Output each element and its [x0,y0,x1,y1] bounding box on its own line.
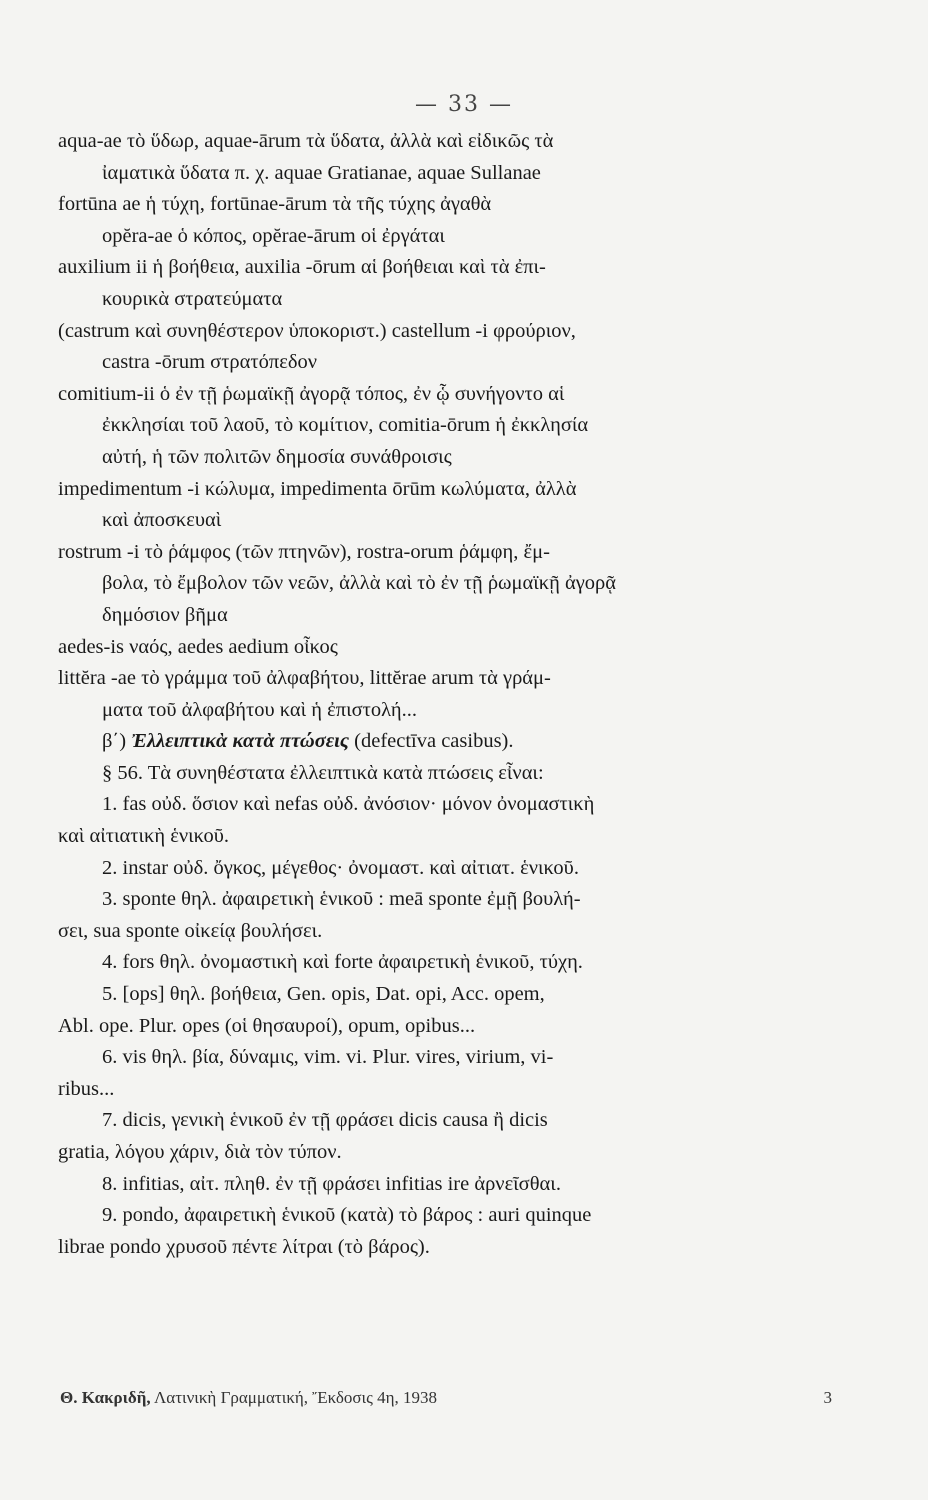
section-title: Ἐλλειπτικὰ κατὰ πτώσεις [131,730,350,753]
list-item: 6. vis θηλ. βία, δύναμις, vim. vi. Plur. vires, virium, vi- [102,1046,554,1069]
text-line: (castrum καὶ συνηθέστερον ὑποκοριστ.) castellum -i φρούριον, [58,319,576,342]
section-heading [58,726,830,758]
text-line: auxilium ii ἡ βοήθεια, auxilia -ōrum αἱ βοήθειαι καὶ τὰ ἐπι- [58,256,546,279]
section-subtitle: (defectīva casibus). [354,730,514,753]
list-item: 1. fas οὐδ. ὅσιον καὶ nefas οὐδ. ἀνόσιον· μόνον ὀνομαστικὴ [102,793,595,816]
text-line: librae pondo χρυσοῦ πέντε λίτραι (τὸ βάρος). [58,1235,430,1258]
page-number: — 33 — [415,92,513,117]
text-line: Abl. ope. Plur. opes (οἱ θησαυροί), opum, opibus... [58,1014,476,1037]
text-line: ribus... [58,1077,115,1100]
list-item: 7. dicis, γενικὴ ἑνικοῦ ἐν τῇ φράσει dicis causa ἢ dicis [102,1109,548,1132]
text-line: ἐκκλησίαι τοῦ λαοῦ, τὸ κομίτιον, comitia-ōrum ἡ ἐκκλησία [102,414,589,437]
text-line: δημόσιον βῆμα [102,603,228,626]
text-line: καὶ ἀποσκευαὶ [102,509,222,532]
text-line: βολα, τὸ ἔμβολον τῶν νεῶν, ἀλλὰ καὶ τὸ ἐν τῇ ῥωμαϊκῇ ἀγορᾷ [102,572,616,595]
list-item: 3. sponte θηλ. ἀφαιρετικὴ ἑνικοῦ : meā sponte ἐμῇ βουλή- [102,888,581,911]
text-line: castra -ōrum στρατόπεδον [102,351,318,374]
footer-title: Λατινικὴ Γραμματική, Ἔκδοσις 4η, 1938 [153,1388,437,1407]
section-number: β΄) [102,730,127,753]
text-line: ἰαματικὰ ὕδατα π. χ. aquae Gratianae, aquae Sullanae [102,161,541,184]
list-item: 4. fors θηλ. ὀνομαστικὴ καὶ forte ἀφαιρετικὴ ἑνικοῦ, τύχη. [102,951,583,974]
text-line: ματα τοῦ ἀλφαβήτου καὶ ἡ ἐπιστολή... [102,698,418,721]
text-line: comitium-ii ὁ ἐν τῇ ῥωμαϊκῇ ἀγορᾷ τόπος, ἐν ᾧ συνήγοντο αἱ [58,382,565,405]
text-line: καὶ αἰτιατικὴ ἑνικοῦ. [58,825,230,848]
text-line: αὐτή, ἡ τῶν πολιτῶν δημοσία συνάθροισις [102,445,452,468]
list-item: 8. infitias, αἰτ. πληθ. ἐν τῇ φράσει infitias ire ἀρνεῖσθαι. [102,1172,561,1195]
text-line: impedimentum -i κώλυμα, impedimenta ōrūm κωλύματα, ἀλλὰ [58,477,577,500]
list-item: 2. instar οὐδ. ὄγκος, μέγεθος· ὀνομαστ. καὶ αἰτιατ. ἑνικοῦ. [102,856,579,879]
paragraph-heading: § 56. Τὰ συνηθέστατα ἐλλειπτικὰ κατὰ πτώσεις εἶναι: [102,761,544,784]
text-line: aedes-is ναός, aedes aedium οἶκος [58,635,338,658]
text-line: littĕra -ae τὸ γράμμα τοῦ ἀλφαβήτου, littĕrae arum τὰ γράμ- [58,667,551,690]
text-line: opĕra-ae ὁ κόπος, opĕrae-ārum οἱ ἐργάται [102,224,445,247]
text-line: aqua-ae τὸ ὕδωρ, aquae-ārum τὰ ὕδατα, ἀλλὰ καὶ εἰδικῶς τὰ [58,130,554,152]
list-item: 9. pondo, ἀφαιρετικὴ ἑνικοῦ (κατὰ) τὸ βάρος : auri quinque [102,1204,592,1227]
text-line: rostrum -i τὸ ῥάμφος (τῶν πτηνῶν), rostra-orum ῥάμφη, ἔμ- [58,540,550,563]
footer-author: Θ. Κακριδῆ, [60,1388,151,1407]
list-item: 5. [ops] θηλ. βοήθεια, Gen. opis, Dat. opi, Acc. opem, [102,983,545,1006]
text-line: fortūna ae ἡ τύχη, fortūnae-ārum τὰ τῆς τύχης ἀγαθὰ [58,193,492,216]
text-line: gratia, λόγου χάριν, διὰ τὸν τύπον. [58,1141,342,1163]
footer-signature: 3 [823,1388,832,1407]
page-body [58,126,830,1263]
page-footer [60,1388,832,1408]
text-line: κουρικὰ στρατεύματα [102,287,283,310]
text-line: σει, sua sponte οἰκείᾳ βουλήσει. [58,919,323,942]
